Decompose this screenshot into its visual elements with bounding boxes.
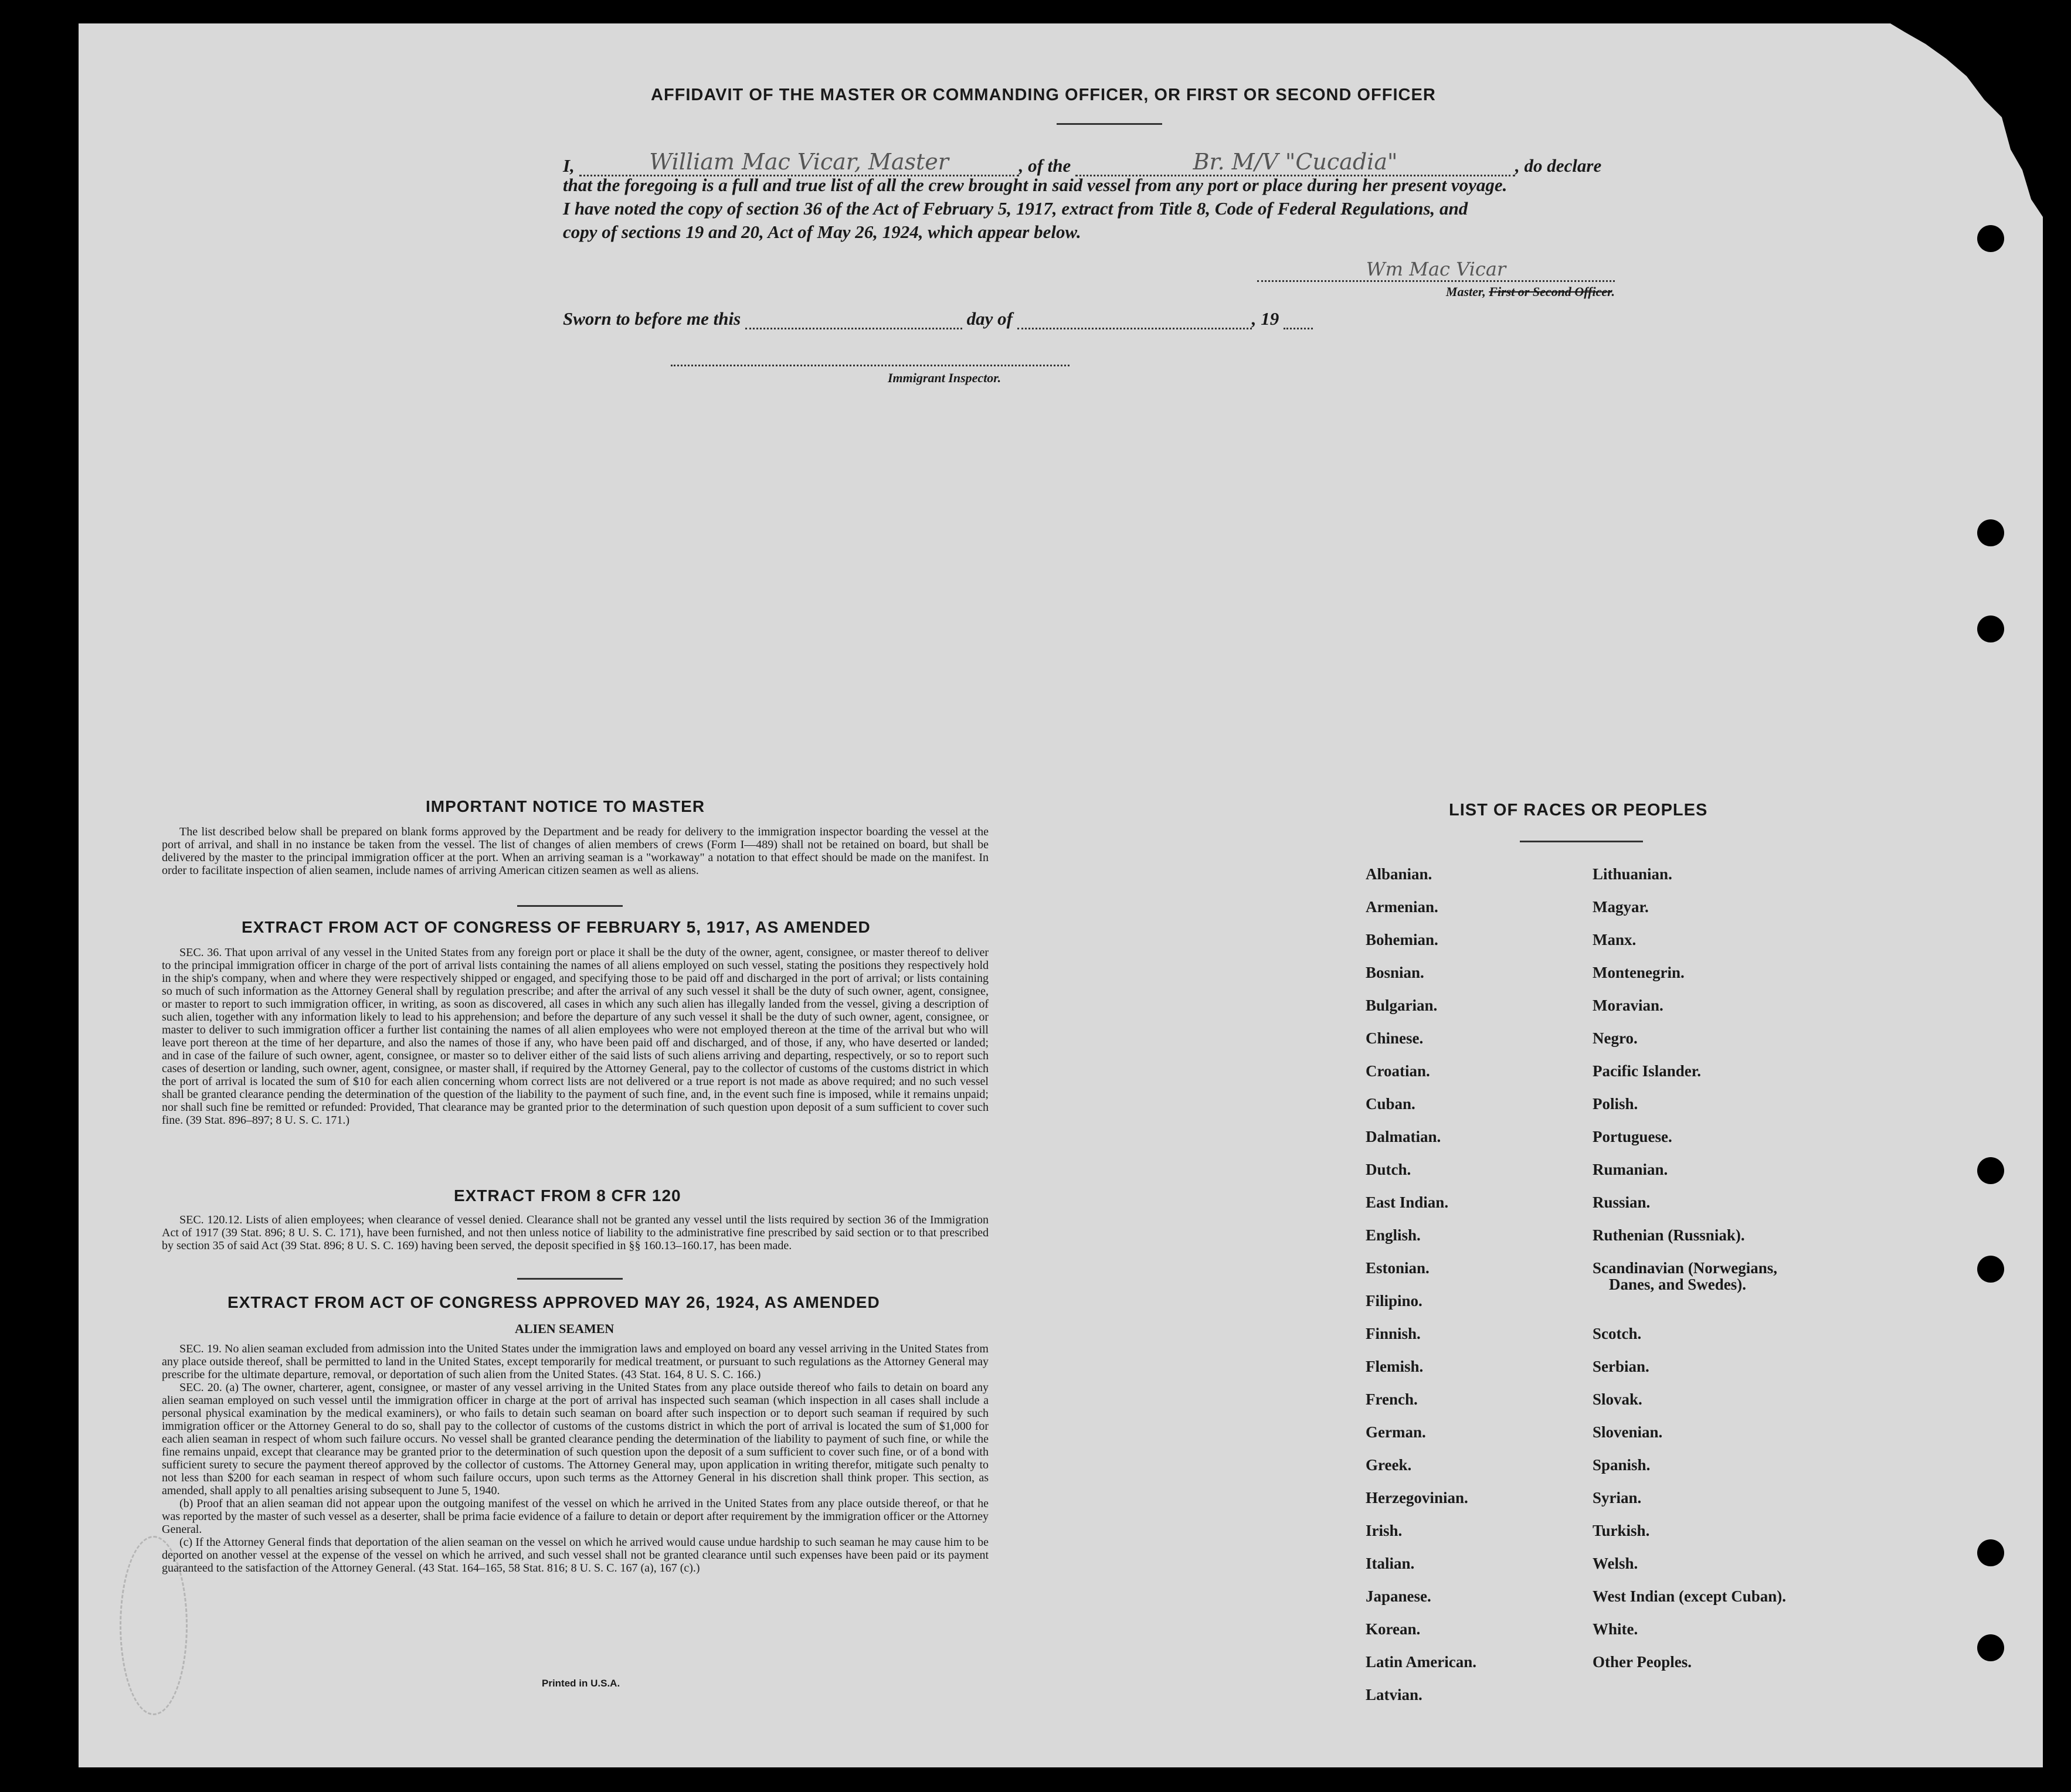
race-item: Serbian.	[1593, 1358, 1649, 1375]
race-item: Croatian.	[1366, 1062, 1430, 1080]
affidavit-title: AFFIDAVIT OF THE MASTER OR COMMANDING OFFICER, OR FIRST OR SECOND OFFICER	[651, 86, 1436, 104]
extract-1924-body	[162, 1342, 989, 1575]
year-prefix-label: , 19	[1251, 308, 1279, 329]
race-item: Finnish.	[1366, 1325, 1421, 1342]
affidavit-line-3: I have noted the copy of section 36 of the Act of February 5, 1917, extract from Title 8, Code of Federal Regulations, and	[563, 198, 1468, 219]
race-item: Scandinavian (Norwegians,	[1593, 1259, 1778, 1277]
extract-1917-title: EXTRACT FROM ACT OF CONGRESS OF FEBRUARY 5, 1917, AS AMENDED	[242, 918, 871, 936]
faint-seal	[120, 1536, 188, 1715]
sworn-month-field[interactable]	[1017, 310, 1252, 329]
race-item: Rumanian.	[1593, 1161, 1668, 1178]
race-item: Greek.	[1366, 1456, 1412, 1474]
affidavit-line-1	[563, 149, 1601, 176]
of-the-label: , of the	[1018, 155, 1071, 176]
inspector-signature-line[interactable]	[671, 365, 1070, 366]
race-item: Latin American.	[1366, 1653, 1476, 1671]
race-item: West Indian (except Cuban).	[1593, 1587, 1787, 1605]
race-item: Slovak.	[1593, 1390, 1642, 1408]
sec-20c-text: (c) If the Attorney General finds that deportation of the alien seaman on the vessel on which he arrived would cause undue hardship to such seaman he may cause him to be deported on another vessel at the expense of the vessel on which he arrived, and such vessel shall not be granted clearance until such expenses have been paid or its payment guaranteed to the satisfaction of the Attorney General. (43 Stat. 164–165, 58 Stat. 816; 8 U. S. C. 167 (a), 167 (c).)	[162, 1536, 989, 1575]
notice-body: The list described below shall be prepared on blank forms approved by the Department and be ready for delivery to the immigration inspector boarding the vessel at the port of arrival, and shall in no instance be taken from the vessel. The list of changes of alien members of crews (Form I—489) shall not be retained on board, but shall be delivered by the master to the principal immigration officer at the port. When an arriving seaman is a "workaway" a notation to that effect should be made on the manifest. In order to facilitate inspection of alien seamen, include names of arriving American citizen seamen as well as aliens.	[162, 825, 989, 877]
signature-caption: Master, First or Second Officer.	[1445, 284, 1615, 299]
title-divider	[1057, 123, 1162, 125]
race-item: Albanian.	[1366, 865, 1432, 883]
race-item: Bosnian.	[1366, 964, 1424, 981]
extract-cfr-body: SEC. 120.12. Lists of alien employees; when clearance of vessel denied. Clearance shall not be granted any vessel until the lists required by section 36 of the Immigration Act of 1917 (39 Stat. 896; 8 U. S. C. 171), have been furnished, and not then unless notice of liability to the administrative fine prescribed by said section or to that prescribed by section 35 of said Act (39 Stat. 896; 8 U. S. C. 169) having been served, the deposit specified in §§ 160.13–160.17, has been made.	[162, 1213, 989, 1252]
race-item: French.	[1366, 1390, 1418, 1408]
sworn-year-field[interactable]	[1284, 310, 1313, 329]
race-item: Estonian.	[1366, 1259, 1430, 1277]
race-item: Syrian.	[1593, 1489, 1642, 1507]
notice-title: IMPORTANT NOTICE TO MASTER	[426, 797, 705, 815]
race-item: Welsh.	[1593, 1555, 1638, 1572]
races-divider	[1520, 841, 1643, 842]
race-item: Filipino.	[1366, 1292, 1422, 1310]
document-page	[79, 23, 2043, 1767]
race-item: Other Peoples.	[1593, 1653, 1692, 1671]
punch-hole	[1977, 1157, 2004, 1184]
race-item: Danes, and Swedes).	[1609, 1276, 1747, 1293]
extract-1924-title: EXTRACT FROM ACT OF CONGRESS APPROVED MAY 26, 1924, AS AMENDED	[228, 1293, 880, 1311]
race-item: Turkish.	[1593, 1522, 1650, 1539]
race-item: German.	[1366, 1423, 1426, 1441]
race-item: Chinese.	[1366, 1029, 1424, 1047]
race-item: Italian.	[1366, 1555, 1415, 1572]
day-of-label: day of	[966, 308, 1013, 329]
race-item: Scotch.	[1593, 1325, 1642, 1342]
race-item: Dalmatian.	[1366, 1128, 1441, 1145]
sec-20a-text: SEC. 20. (a) The owner, charterer, agent, consignee, or master of any vessel arriving in the United States from any place outside thereof who fails to detain on board any alien seaman employed on such vessel until the immigration officer in charge at the port of arrival has inspected such seaman (which inspection in all cases shall include a personal physical examination by the medical examiners), or who fails to detain such seaman on board after such inspection or to deport such seaman if required by such immigration officer or the Attorney General to do so, shall pay to the collector of customs of the customs district in which the port of arrival is located the sum of $1,000 for each alien seaman in respect of whom such failure occurs. No vessel shall be granted clearance pending the determination of the liability to payment of such fine, or while the fine remains unpaid, except that clearance may be granted prior to the determination of such question upon the deposit of a sum sufficient to cover such fine, or of a bond with sufficient surety to secure the payment thereof approved by the collector of customs. The Attorney General may, upon application in writing therefor, mitigate such penalty to not less than $200 for each seaman in respect of whom such failure occurs, upon such terms as the Attorney General in his discretion shall think proper. This section, as amended, shall apply to all penalties arising subsequent to June 5, 1940.	[162, 1381, 989, 1497]
divider-1	[517, 905, 623, 907]
race-item: Manx.	[1593, 931, 1637, 948]
race-item: Slovenian.	[1593, 1423, 1663, 1441]
punch-hole	[1977, 1539, 2004, 1566]
race-item: Negro.	[1593, 1029, 1638, 1047]
alien-seamen-subtitle: ALIEN SEAMEN	[515, 1321, 614, 1336]
signature-block	[1257, 258, 1615, 300]
race-item: Latvian.	[1366, 1686, 1422, 1703]
punch-hole	[1977, 1634, 2004, 1661]
master-signature[interactable]: Wm Mac Vicar	[1257, 258, 1615, 282]
struck-officer-text: First or Second Officer	[1489, 284, 1612, 299]
extract-cfr-title: EXTRACT FROM 8 CFR 120	[454, 1186, 681, 1205]
race-item: White.	[1593, 1620, 1638, 1638]
race-item: Japanese.	[1366, 1587, 1431, 1605]
printed-in-usa: Printed in U.S.A.	[542, 1678, 620, 1689]
race-item: Armenian.	[1366, 898, 1438, 916]
race-item: English.	[1366, 1226, 1421, 1244]
race-item: Pacific Islander.	[1593, 1062, 1701, 1080]
race-item: Irish.	[1366, 1522, 1403, 1539]
affidavit-line-4: copy of sections 19 and 20, Act of May 26, 1924, which appear below.	[563, 222, 1081, 242]
race-item: Magyar.	[1593, 898, 1649, 916]
affidavit-line-2: that the foregoing is a full and true list of all the crew brought in said vessel from any port or place during her present voyage.	[563, 175, 1508, 195]
race-item: East Indian.	[1366, 1193, 1449, 1211]
race-item: Dutch.	[1366, 1161, 1411, 1178]
declarant-name-field[interactable]: William Mac Vicar, Master	[579, 149, 1019, 176]
divider-2	[517, 1278, 623, 1280]
punch-hole	[1977, 1256, 2004, 1283]
do-declare-label: , do declare	[1515, 155, 1602, 176]
race-item: Polish.	[1593, 1095, 1638, 1113]
race-item: Moravian.	[1593, 997, 1663, 1014]
punch-hole	[1977, 519, 2004, 546]
sworn-line	[563, 308, 1313, 329]
inspector-caption: Immigrant Inspector.	[888, 370, 1001, 385]
punch-hole	[1977, 616, 2004, 642]
sec-20b-text: (b) Proof that an alien seaman did not appear upon the outgoing manifest of the vessel on which he arrived in the United States from any place outside thereof, or that he was reported by the master of such vessel as a deserter, shall be prima facie evidence of a failure to detain or deport after requirement by the immigration officer or the Attorney General.	[162, 1497, 989, 1536]
race-item: Portuguese.	[1593, 1128, 1672, 1145]
race-item: Korean.	[1366, 1620, 1421, 1638]
race-item: Cuban.	[1366, 1095, 1415, 1113]
i-label: I,	[563, 155, 575, 176]
race-item: Montenegrin.	[1593, 964, 1685, 981]
sworn-label: Sworn to before me this	[563, 308, 741, 329]
race-item: Spanish.	[1593, 1456, 1651, 1474]
extract-1917-body: SEC. 36. That upon arrival of any vessel in the United States from any foreign port or place it shall be the duty of the owner, agent, consignee, or master thereof to deliver to the principal immigration officer in charge of the port of arrival lists containing the names of all aliens employed on such vessel, stating the positions they respectively hold in the ship's company, when and where they were respectively shipped or engaged, and specifying those to be paid off and discharged in the port of arrival; or lists containing so much of such information as the Attorney General shall by regulation prescribe; and after the arrival of any such vessel it shall be the duty of such owner, agent, consignee, or master to report to such immigration officer, in writing, as soon as discovered, all cases in which any such alien has illegally landed from the vessel, giving a description of such alien, together with any information likely to lead to his apprehension; and before the departure of any such vessel it shall be the duty of such owner, agent, consignee, or master to deliver to such immigration officer a further list containing the names of all alien employees who were not employed thereon at the time of the arrival but who will leave port thereon at the time of her departure, and also the names of those if any, who have been paid off and discharged, and of those, if any, who have deserted or landed; and in case of the failure of such owner, agent, consignee, or master so to deliver either of the said lists of such aliens arriving and departing, respectively, or so to report such cases of desertion or landing, such owner, agent, consignee, or master shall, if required by the Attorney General, pay to the collector of customs of the customs district in which the port of arrival is located the sum of $10 for each alien concerning whom correct lists are not delivered or a true report is not made as above required; and no such vessel shall be granted clearance pending the determination of the question of the liability to the payment of such fine, and, in the event such fine is imposed, while it remains unpaid; nor shall such fine be remitted or refunded: Provided, That clearance may be granted prior to the determination of such question upon deposit of a sum sufficient to cover such fine. (39 Stat. 896–897; 8 U. S. C. 171.)	[162, 946, 989, 1127]
punch-hole	[1977, 225, 2004, 252]
race-item: Lithuanian.	[1593, 865, 1672, 883]
vessel-name-field[interactable]: Br. M/V "Cucadia"	[1075, 149, 1515, 176]
torn-corner	[1890, 23, 2043, 217]
sec-19-text: SEC. 19. No alien seaman excluded from admission into the United States under the immigration laws and employed on board any vessel arriving in the United States from any place outside thereof, shall be permitted to land in the United States, except temporarily for medical treatment, or pursuant to such regulations as the Attorney General may prescribe for the ultimate departure, removal, or deportation of such alien from the United States. (43 Stat. 164, 8 U. S. C. 166.)	[162, 1342, 989, 1381]
race-item: Herzegovinian.	[1366, 1489, 1468, 1507]
race-item: Bulgarian.	[1366, 997, 1438, 1014]
race-item: Flemish.	[1366, 1358, 1424, 1375]
sworn-day-field[interactable]	[745, 310, 962, 329]
race-item: Bohemian.	[1366, 931, 1438, 948]
races-title: LIST OF RACES OR PEOPLES	[1449, 801, 1708, 820]
race-item: Ruthenian (Russniak).	[1593, 1226, 1745, 1244]
race-item: Russian.	[1593, 1193, 1651, 1211]
